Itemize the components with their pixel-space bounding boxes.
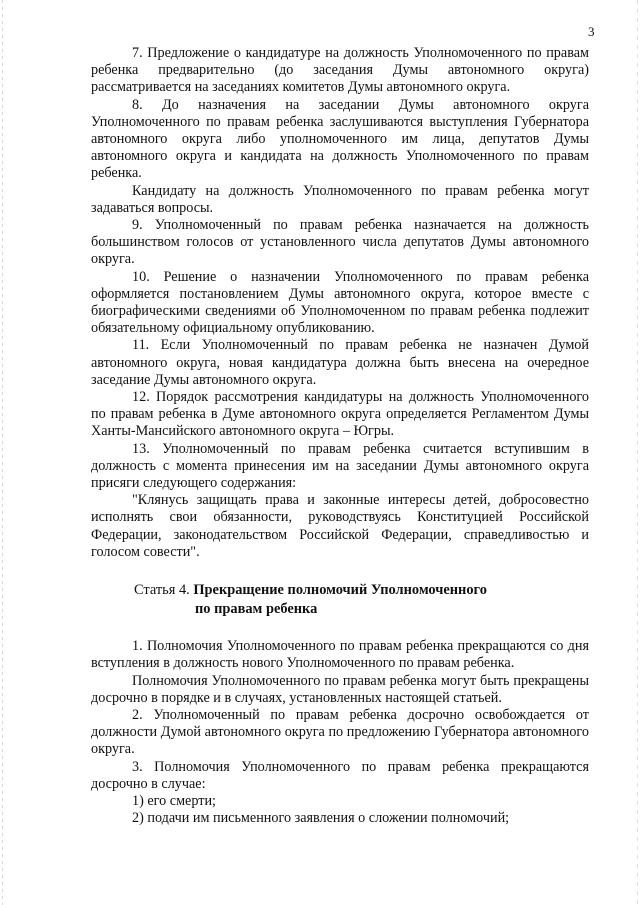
article-heading-line-1 [91,581,589,600]
document-body [91,45,589,827]
article-4-heading [91,581,589,618]
article-title-line-2: по правам ребенка [195,600,318,617]
article-4-paragraph-3: 3. Полномочия Уполномоченного по правам ребенка прекращаются досрочно в случае: [91,758,589,792]
paragraph-10: 10. Решение о назначении Уполномоченного по правам ребенка оформляется постановлением Думы автономного округа, которое вместе с биографическими сведениями об Уполномоченном по правам ребенка подлежит обязательному официальному опубликованию. [91,268,589,337]
article-title-line-1: Прекращение полномочий Уполномоченного [193,582,487,599]
paragraph-7: 7. Предложение о кандидатуре на должность Уполномоченного по правам ребенка предварительно (до заседания Думы автономного округа) рассматривается на заседаниях комитетов Думы автономного округа. [91,45,589,96]
article-prefix: Статья 4. [134,582,190,599]
page-number: 3 [588,24,595,39]
article-4-paragraph-1: 1. Полномочия Уполномоченного по правам ребенка прекращаются со дня вступления в должность нового Уполномоченного по правам ребенка. [91,638,589,672]
list-item-resignation: 2) подачи им письменного заявления о сложении полномочий; [132,810,510,827]
list-item-death: 1) его смерти; [132,792,216,809]
paragraph-13: 13. Уполномоченный по правам ребенка считается вступившим в должность с момента принесения им на заседании Думы автономного округа присяги следующего содержания: [91,440,589,492]
article-4-paragraph-2: 2. Уполномоченный по правам ребенка досрочно освобождается от должности Думой автономного округа по предложению Губернатора автономного округа. [91,706,589,758]
paragraph-12: 12. Порядок рассмотрения кандидатуры на должность Уполномоченного по правам ребенка в Думе автономного округа определяется Регламентом Думы Ханты-Мансийского автономного округа – Югры. [91,389,589,440]
article-4-paragraph-early: Полномочия Уполномоченного по правам ребенка могут быть прекращены досрочно в порядке и в случаях, установленных настоящей статьей. [91,672,589,706]
paragraph-questions: Кандидату на должность Уполномоченного по правам ребенка могут задаваться вопросы. [91,182,589,216]
scan-edge-left [2,0,3,905]
oath-text: "Клянусь защищать права и законные интересы детей, добросовестно исполнять свои обязанности, руководствуясь Конституцией Российской Федерации, законодательством Российской Федерации, справедливостью и голосом совести". [91,492,589,560]
paragraph-9: 9. Уполномоченный по правам ребенка назначается на должность большинством голосов от установленного числа депутатов Думы автономного округа. [91,217,589,268]
paragraph-11: 11. Если Уполномоченный по правам ребенка не назначен Думой автономного округа, новая кандидатура должна быть внесена на очередное заседание Думы автономного округа. [91,337,589,388]
paragraph-8: 8. До назначения на заседании Думы автономного округа Уполномоченного по правам ребенка заслушиваются выступления Губернатора автономного округа либо уполномоченного им лица, депутатов Думы автономного округа и кандидата на должность Уполномоченного по правам ребенка. [91,96,589,182]
scan-edge-right [637,0,638,905]
